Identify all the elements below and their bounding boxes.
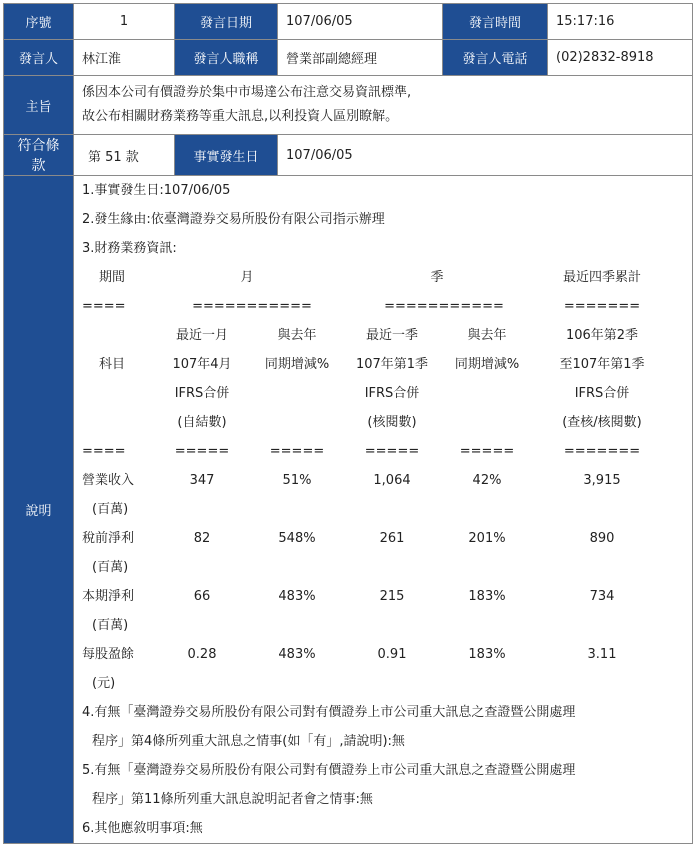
h-q4: (核閱數) [367, 415, 417, 430]
eq-four: ======= [563, 299, 641, 314]
subject-label: 主旨 [4, 76, 74, 135]
eq2-four: ======= [563, 444, 641, 459]
table-row [82, 524, 684, 553]
row-quarter-yoy: 201% [468, 531, 506, 546]
eq-quarter: =========== [384, 299, 504, 314]
row-quarter-yoy: 42% [472, 473, 502, 488]
announcement [3, 3, 692, 844]
row-unit: (百萬) [92, 618, 129, 633]
eq2-quarter: ===== [364, 444, 420, 459]
desc-item-1: 1.事實發生日:107/06/05 [82, 183, 231, 198]
row-quarter: 261 [379, 531, 405, 546]
desc-item-3: 3.財務業務資訊: [82, 241, 177, 256]
row-month-yoy: 483% [278, 589, 316, 604]
time-value: 15:17:16 [548, 4, 693, 40]
row-month-yoy: 548% [278, 531, 316, 546]
col-month: 月 [240, 270, 254, 285]
row-name: 本期淨利 [82, 589, 135, 604]
title-label: 發言人職稱 [175, 40, 278, 76]
desc-item-4a: 4.有無「臺灣證券交易所股份有限公司對有價證券上市公司重大訊息之查證暨公開處理 [82, 705, 576, 720]
row-month: 347 [189, 473, 215, 488]
serial-label: 序號 [4, 4, 74, 40]
h-m2: 107年4月 [172, 357, 232, 372]
h-my1: 與去年 [277, 328, 317, 343]
eq-row-2 [82, 437, 684, 466]
col-four: 最近四季累計 [562, 270, 641, 285]
row-name: 營業收入 [82, 473, 135, 488]
article-value: 第 51 款 [74, 135, 175, 176]
row-quarter: 215 [379, 589, 405, 604]
desc-item-6: 6.其他應敘明事項:無 [82, 821, 203, 836]
eq-row-1 [82, 292, 684, 321]
title-value: 營業部副總經理 [278, 40, 443, 76]
h-m3: IFRS合併 [174, 386, 230, 401]
h-m1: 最近一月 [175, 328, 228, 343]
speaker-label: 發言人 [4, 40, 74, 76]
subject-col: 科目 [98, 357, 125, 372]
subject-text [74, 76, 693, 135]
row-name: 稅前淨利 [82, 531, 135, 546]
eq-month: =========== [192, 299, 312, 314]
row-four: 890 [589, 531, 615, 546]
col-period: 期間 [98, 270, 125, 285]
row-quarter-yoy: 183% [468, 647, 506, 662]
row-quarter: 0.91 [377, 647, 407, 662]
sub-header-row-1 [82, 321, 684, 350]
row-month-yoy: 51% [282, 473, 312, 488]
sub-header-row-3 [82, 379, 684, 408]
row-unit: (元) [92, 676, 116, 691]
row-quarter-yoy: 183% [468, 589, 506, 604]
eq2-month-yoy: ===== [269, 444, 325, 459]
table-row [82, 466, 684, 495]
h-qy2: 同期增減% [454, 357, 520, 372]
h-f1: 106年第2季 [565, 328, 639, 343]
row-name: 每股盈餘 [82, 647, 135, 662]
subject-line-1: 係因本公司有價證券於集中市場達公布注意交易資訊標準, [82, 85, 412, 100]
h-q2: 107年第1季 [355, 357, 429, 372]
row-four: 3.11 [587, 647, 617, 662]
time-label: 發言時間 [443, 4, 548, 40]
phone-value: (02)2832-8918 [548, 40, 693, 76]
col-quarter: 季 [430, 270, 444, 285]
row-month: 0.28 [187, 647, 217, 662]
sub-header-row-4 [82, 408, 684, 437]
row-month: 82 [193, 531, 211, 546]
fin-rows [82, 466, 684, 698]
h-q1: 最近一季 [365, 328, 418, 343]
h-f3: IFRS合併 [574, 386, 630, 401]
table-row [82, 640, 684, 669]
h-my2: 同期增減% [264, 357, 330, 372]
row-unit: (百萬) [92, 502, 129, 517]
h-qy1: 與去年 [467, 328, 507, 343]
eq-period: ==== [82, 299, 126, 314]
article-label: 符合條款 [4, 135, 74, 176]
row-unit: (百萬) [92, 560, 129, 575]
row-month: 66 [193, 589, 211, 604]
desc-item-5a: 5.有無「臺灣證券交易所股份有限公司對有價證券上市公司重大訊息之查證暨公開處理 [82, 763, 576, 778]
sub-header-row-2 [82, 350, 684, 379]
row-four: 3,915 [583, 473, 621, 488]
h-m4: (自結數) [177, 415, 227, 430]
h-f2: 至107年第1季 [559, 357, 645, 372]
table-row [82, 582, 684, 611]
eq2-quarter-yoy: ===== [459, 444, 515, 459]
eq2-month: ===== [174, 444, 230, 459]
date-value: 107/06/05 [278, 4, 443, 40]
h-q3: IFRS合併 [364, 386, 420, 401]
desc-item-5b: 程序」第11條所列重大訊息說明記者會之情事:無 [92, 792, 373, 807]
desc-item-4b: 程序」第4條所列重大訊息之情事(如「有」,請說明):無 [92, 734, 405, 749]
speaker-value: 林江淮 [74, 40, 175, 76]
eq2-period: ==== [82, 444, 126, 459]
event-date-label: 事實發生日 [175, 135, 278, 176]
row-quarter: 1,064 [373, 473, 411, 488]
h-f4: (查核/核閱數) [562, 415, 642, 430]
row-four: 734 [589, 589, 615, 604]
description-body [74, 176, 693, 844]
event-date-value: 107/06/05 [278, 135, 693, 176]
announcement-table [3, 3, 693, 844]
phone-label: 發言人電話 [443, 40, 548, 76]
description-label: 說明 [4, 176, 74, 844]
serial-value: 1 [74, 4, 175, 40]
fin-header-row [82, 263, 684, 292]
row-month-yoy: 483% [278, 647, 316, 662]
date-label: 發言日期 [175, 4, 278, 40]
desc-item-2: 2.發生緣由:依臺灣證券交易所股份有限公司指示辦理 [82, 212, 385, 227]
subject-line-2: 故公布相關財務業務等重大訊息,以利投資人區別瞭解。 [82, 109, 399, 124]
